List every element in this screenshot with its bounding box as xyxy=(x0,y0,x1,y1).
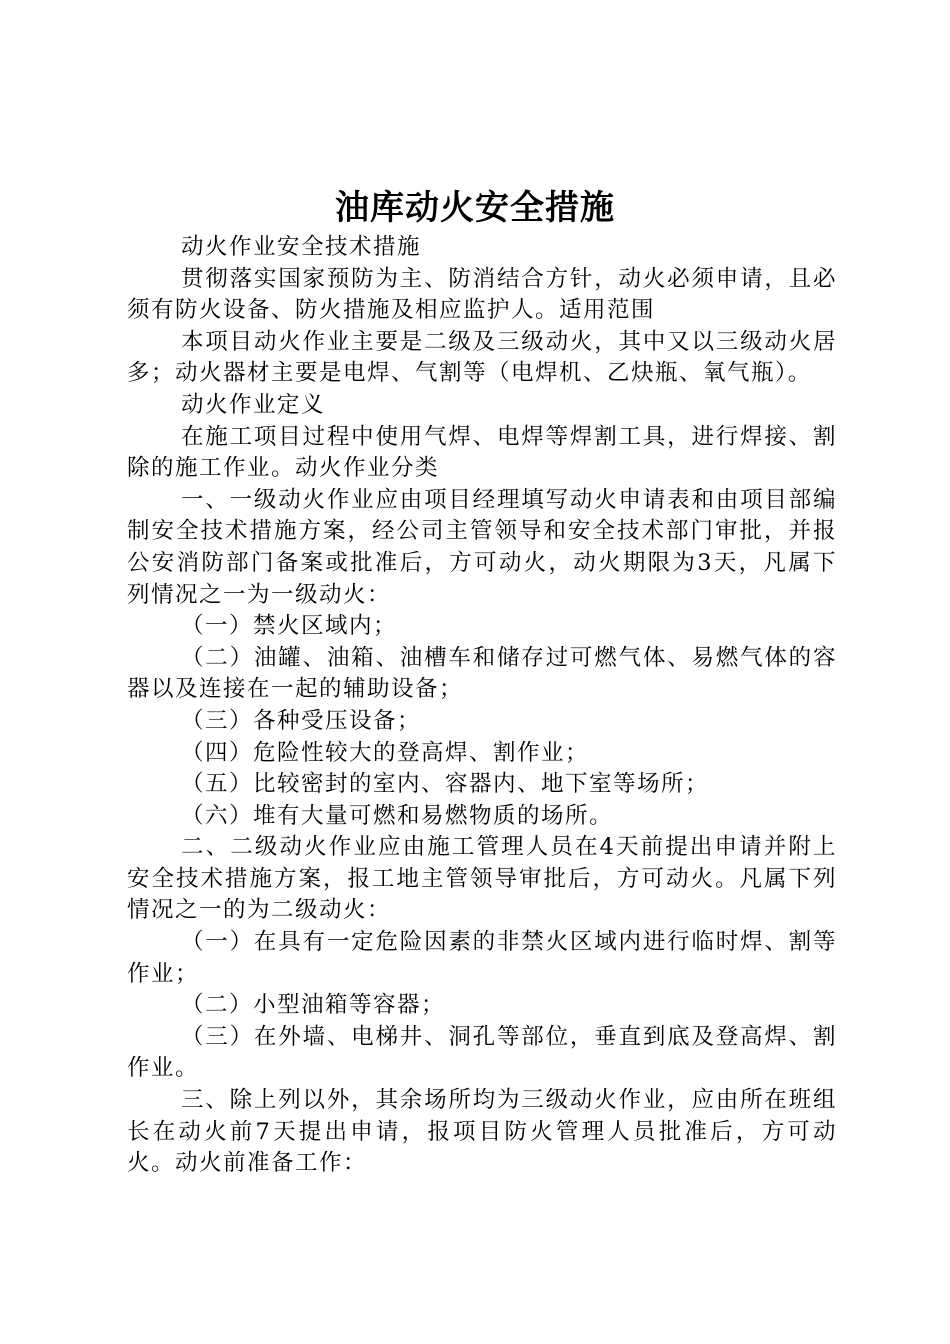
paragraph-technical-measures-heading: 动火作业安全技术措施 xyxy=(181,234,422,260)
list-item: （五）比较密封的室内、容器内、地下室等场所； xyxy=(181,771,710,798)
list-item: （三）各种受压设备； xyxy=(181,707,422,734)
paragraph-level-three: 三、除上列以外，其余场所均为三级动火作业，应由所在班组长在动火前7天提出申请，报项目防火管理人员批准后，方可动火。动火前准备工作： xyxy=(127,1087,837,1177)
list-item: （三）在外墙、电梯井、洞孔等部位，垂直到底及登高焊、割作业。 xyxy=(127,1023,837,1082)
list-item: （二）油罐、油箱、油槽车和储存过可燃气体、易燃气体的容器以及连接在一起的辅助设备； xyxy=(127,644,837,703)
paragraph-definition-heading: 动火作业定义 xyxy=(181,391,326,418)
document-title: 油库动火安全措施 xyxy=(335,188,615,228)
document-body xyxy=(127,232,837,1180)
list-item: （二）小型油箱等容器； xyxy=(181,992,446,1019)
list-item: （一）禁火区域内； xyxy=(181,613,398,640)
list-item: （四）危险性较大的登高焊、割作业； xyxy=(181,739,590,766)
list-item: （六）堆有大量可燃和易燃物质的场所。 xyxy=(181,802,614,829)
paragraph-definition: 在施工项目过程中使用气焊、电焊等焊割工具，进行焊接、割除的施工作业。动火作业分类 xyxy=(127,423,837,482)
paragraph-level-two: 二、二级动火作业应由施工管理人员在4天前提出申请并附上安全技术措施方案，报工地主管领导审批后，方可动火。凡属下列情况之一的为二级动火： xyxy=(127,834,837,924)
list-item: （一）在具有一定危险因素的非禁火区域内进行临时焊、割等作业； xyxy=(127,929,837,987)
paragraph-project-scope: 本项目动火作业主要是二级及三级动火，其中又以三级动火居多；动火器材主要是电焊、气割等（电焊机、乙炔瓶、氧气瓶）。 xyxy=(127,328,837,387)
paragraph-level-one: 一、一级动火作业应由项目经理填写动火申请表和由项目部编制安全技术措施方案，经公司主管领导和安全技术部门审批，并报公安消防部门备案或批准后，方可动火，动火期限为3天，凡属下列情况之一为一级动火： xyxy=(127,486,837,608)
paragraph-policy: 贯彻落实国家预防为主、防消结合方针，动火必须申请，且必须有防火设备、防火措施及相应监护人。适用范围 xyxy=(127,265,837,324)
